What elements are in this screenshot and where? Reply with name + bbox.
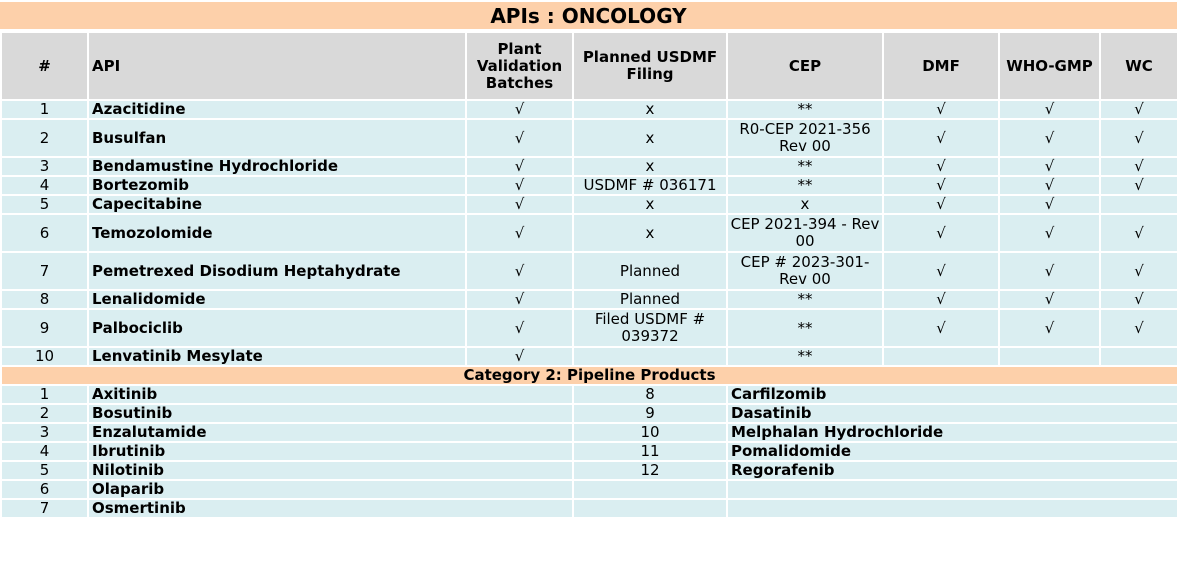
pipeline-number: 1 bbox=[1, 385, 88, 404]
plant-validation-cell: √ bbox=[466, 347, 573, 366]
pipeline-number-2: 8 bbox=[573, 385, 727, 404]
pipeline-product-2: Dasatinib bbox=[727, 404, 1177, 423]
pipeline-row bbox=[1, 442, 1177, 461]
usdmf-cell: x bbox=[573, 157, 727, 176]
table-row bbox=[1, 195, 1177, 214]
pipeline-row bbox=[1, 385, 1177, 404]
dmf-cell: √ bbox=[883, 309, 999, 347]
wc-cell: √ bbox=[1100, 252, 1177, 290]
pipeline-rows bbox=[1, 366, 1177, 518]
row-number: 10 bbox=[1, 347, 88, 366]
pipeline-product-2 bbox=[727, 480, 1177, 499]
usdmf-cell: Planned bbox=[573, 290, 727, 309]
dmf-cell: √ bbox=[883, 157, 999, 176]
api-name: Capecitabine bbox=[88, 195, 466, 214]
dmf-cell: √ bbox=[883, 176, 999, 195]
wc-cell: √ bbox=[1100, 214, 1177, 252]
pipeline-number: 5 bbox=[1, 461, 88, 480]
pipeline-product: Enzalutamide bbox=[88, 423, 573, 442]
pipeline-row bbox=[1, 480, 1177, 499]
row-number: 2 bbox=[1, 119, 88, 157]
api-name: Bortezomib bbox=[88, 176, 466, 195]
table-row bbox=[1, 347, 1177, 366]
cep-cell: CEP # 2023-301-Rev 00 bbox=[727, 252, 883, 290]
usdmf-cell: Filed USDMF # 039372 bbox=[573, 309, 727, 347]
dmf-cell: √ bbox=[883, 290, 999, 309]
wc-cell: √ bbox=[1100, 290, 1177, 309]
pipeline-product: Axitinib bbox=[88, 385, 573, 404]
plant-validation-cell: √ bbox=[466, 252, 573, 290]
header-cep: CEP bbox=[727, 32, 883, 100]
row-number: 7 bbox=[1, 252, 88, 290]
usdmf-cell: USDMF # 036171 bbox=[573, 176, 727, 195]
pipeline-number: 7 bbox=[1, 499, 88, 518]
wc-cell: √ bbox=[1100, 157, 1177, 176]
table-row bbox=[1, 100, 1177, 119]
plant-validation-cell: √ bbox=[466, 309, 573, 347]
usdmf-cell: x bbox=[573, 214, 727, 252]
cep-cell: CEP 2021-394 - Rev 00 bbox=[727, 214, 883, 252]
usdmf-cell: x bbox=[573, 100, 727, 119]
who-gmp-cell: √ bbox=[999, 309, 1100, 347]
cep-cell: R0-CEP 2021-356 Rev 00 bbox=[727, 119, 883, 157]
oncology-api-table bbox=[0, 31, 1177, 519]
pipeline-row bbox=[1, 404, 1177, 423]
usdmf-cell bbox=[573, 347, 727, 366]
wc-cell: √ bbox=[1100, 176, 1177, 195]
usdmf-cell: Planned bbox=[573, 252, 727, 290]
wc-cell bbox=[1100, 347, 1177, 366]
who-gmp-cell: √ bbox=[999, 157, 1100, 176]
pipeline-product-2: Carfilzomib bbox=[727, 385, 1177, 404]
row-number: 9 bbox=[1, 309, 88, 347]
wc-cell: √ bbox=[1100, 119, 1177, 157]
who-gmp-cell: √ bbox=[999, 252, 1100, 290]
header-row bbox=[1, 32, 1177, 100]
api-rows bbox=[1, 100, 1177, 366]
usdmf-cell: x bbox=[573, 119, 727, 157]
pipeline-number-2: 12 bbox=[573, 461, 727, 480]
cep-cell: ** bbox=[727, 100, 883, 119]
pipeline-number-2 bbox=[573, 499, 727, 518]
category-label: Category 2: Pipeline Products bbox=[1, 366, 1177, 385]
header-dmf: DMF bbox=[883, 32, 999, 100]
who-gmp-cell: √ bbox=[999, 195, 1100, 214]
wc-cell: √ bbox=[1100, 309, 1177, 347]
pipeline-row bbox=[1, 461, 1177, 480]
api-name: Temozolomide bbox=[88, 214, 466, 252]
plant-validation-cell: √ bbox=[466, 195, 573, 214]
header-api: API bbox=[88, 32, 466, 100]
cep-cell: x bbox=[727, 195, 883, 214]
pipeline-number: 6 bbox=[1, 480, 88, 499]
header-plant-validation: Plant Validation Batches bbox=[466, 32, 573, 100]
pipeline-row bbox=[1, 423, 1177, 442]
api-name: Lenalidomide bbox=[88, 290, 466, 309]
who-gmp-cell: √ bbox=[999, 119, 1100, 157]
api-name: Bendamustine Hydrochloride bbox=[88, 157, 466, 176]
table-row bbox=[1, 309, 1177, 347]
row-number: 8 bbox=[1, 290, 88, 309]
pipeline-number-2 bbox=[573, 480, 727, 499]
pipeline-product: Nilotinib bbox=[88, 461, 573, 480]
api-name: Palbociclib bbox=[88, 309, 466, 347]
who-gmp-cell: √ bbox=[999, 214, 1100, 252]
pipeline-number: 4 bbox=[1, 442, 88, 461]
pipeline-product: Osmertinib bbox=[88, 499, 573, 518]
cep-cell: ** bbox=[727, 176, 883, 195]
dmf-cell: √ bbox=[883, 252, 999, 290]
table-row bbox=[1, 119, 1177, 157]
api-name: Azacitidine bbox=[88, 100, 466, 119]
api-name: Pemetrexed Disodium Heptahydrate bbox=[88, 252, 466, 290]
cep-cell: ** bbox=[727, 309, 883, 347]
api-name: Lenvatinib Mesylate bbox=[88, 347, 466, 366]
dmf-cell bbox=[883, 347, 999, 366]
who-gmp-cell bbox=[999, 347, 1100, 366]
pipeline-product-2: Regorafenib bbox=[727, 461, 1177, 480]
header-wc: WC bbox=[1100, 32, 1177, 100]
pipeline-product-2 bbox=[727, 499, 1177, 518]
header-number: # bbox=[1, 32, 88, 100]
api-name: Busulfan bbox=[88, 119, 466, 157]
pipeline-product-2: Melphalan Hydrochloride bbox=[727, 423, 1177, 442]
who-gmp-cell: √ bbox=[999, 290, 1100, 309]
table-row bbox=[1, 176, 1177, 195]
pipeline-number: 3 bbox=[1, 423, 88, 442]
table-row bbox=[1, 252, 1177, 290]
wc-cell bbox=[1100, 195, 1177, 214]
pipeline-number: 2 bbox=[1, 404, 88, 423]
plant-validation-cell: √ bbox=[466, 176, 573, 195]
row-number: 6 bbox=[1, 214, 88, 252]
table-row bbox=[1, 214, 1177, 252]
dmf-cell: √ bbox=[883, 100, 999, 119]
header-usdmf: Planned USDMF Filing bbox=[573, 32, 727, 100]
pipeline-number-2: 11 bbox=[573, 442, 727, 461]
table-row bbox=[1, 290, 1177, 309]
plant-validation-cell: √ bbox=[466, 100, 573, 119]
plant-validation-cell: √ bbox=[466, 290, 573, 309]
table-row bbox=[1, 157, 1177, 176]
dmf-cell: √ bbox=[883, 119, 999, 157]
sheet-title: APIs : ONCOLOGY bbox=[0, 2, 1177, 29]
header-who-gmp: WHO-GMP bbox=[999, 32, 1100, 100]
row-number: 5 bbox=[1, 195, 88, 214]
dmf-cell: √ bbox=[883, 214, 999, 252]
pipeline-row bbox=[1, 499, 1177, 518]
pipeline-product-2: Pomalidomide bbox=[727, 442, 1177, 461]
cep-cell: ** bbox=[727, 290, 883, 309]
pipeline-product: Ibrutinib bbox=[88, 442, 573, 461]
wc-cell: √ bbox=[1100, 100, 1177, 119]
category-row bbox=[1, 366, 1177, 385]
pipeline-number-2: 10 bbox=[573, 423, 727, 442]
usdmf-cell: x bbox=[573, 195, 727, 214]
row-number: 4 bbox=[1, 176, 88, 195]
plant-validation-cell: √ bbox=[466, 214, 573, 252]
plant-validation-cell: √ bbox=[466, 157, 573, 176]
row-number: 3 bbox=[1, 157, 88, 176]
cep-cell: ** bbox=[727, 347, 883, 366]
dmf-cell: √ bbox=[883, 195, 999, 214]
pipeline-number-2: 9 bbox=[573, 404, 727, 423]
row-number: 1 bbox=[1, 100, 88, 119]
pipeline-product: Bosutinib bbox=[88, 404, 573, 423]
who-gmp-cell: √ bbox=[999, 100, 1100, 119]
plant-validation-cell: √ bbox=[466, 119, 573, 157]
cep-cell: ** bbox=[727, 157, 883, 176]
who-gmp-cell: √ bbox=[999, 176, 1100, 195]
pipeline-product: Olaparib bbox=[88, 480, 573, 499]
